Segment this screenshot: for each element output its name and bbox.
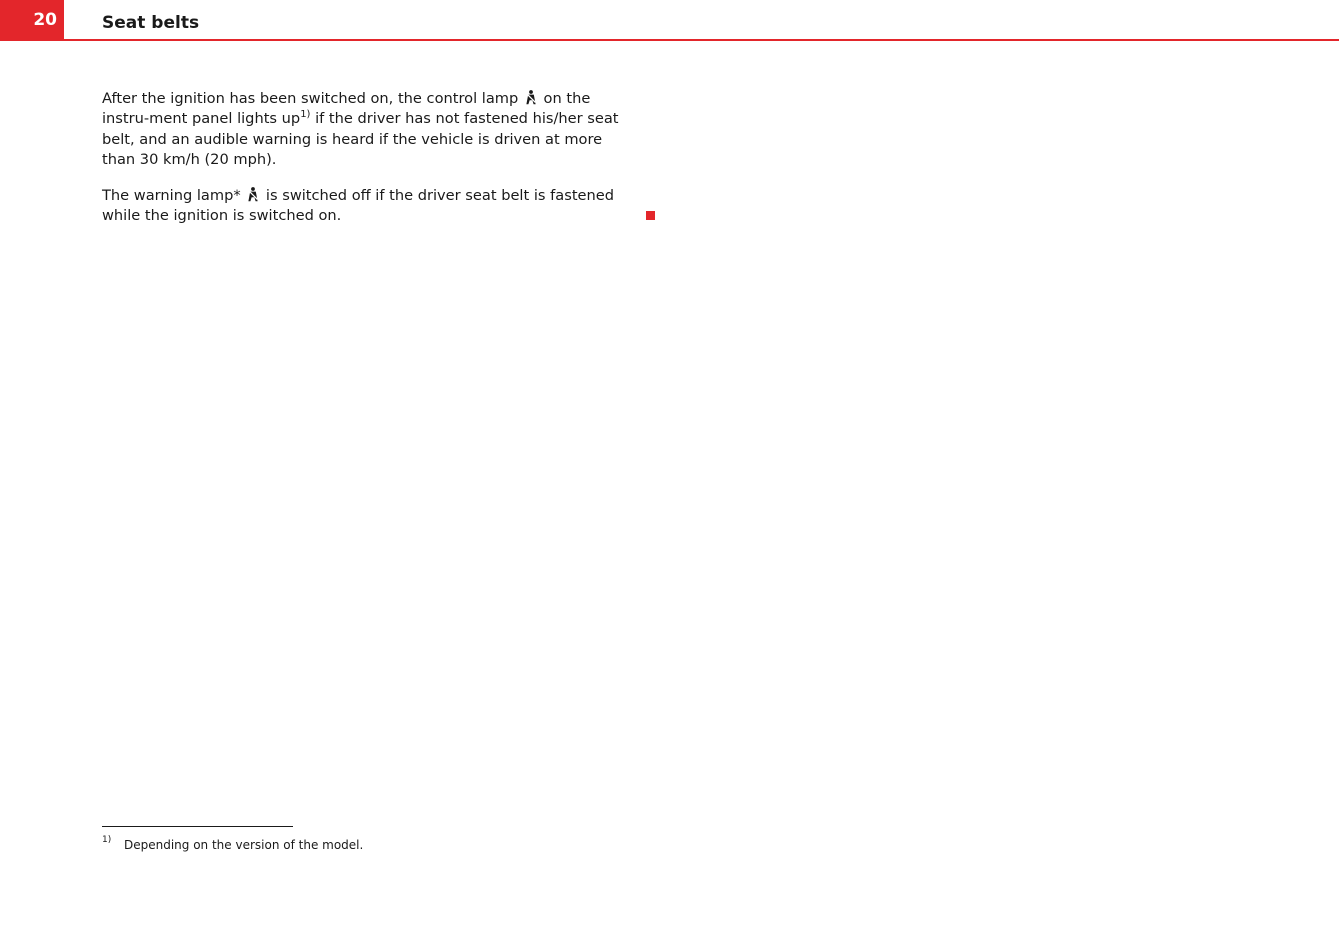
seat-belt-warning-icon: [525, 90, 537, 105]
paragraph-control-lamp: [102, 89, 637, 170]
footnote-reference[interactable]: 1): [300, 109, 311, 121]
page-number: 20: [0, 0, 64, 40]
header-rule: [0, 39, 1339, 41]
footnote-text: Depending on the version of the model.: [124, 838, 364, 852]
paragraph-warning-lamp: [102, 186, 637, 227]
footnote-divider: [102, 826, 293, 827]
section-title: Seat belts: [102, 13, 200, 33]
paragraph-2-text-a: The warning lamp*: [102, 187, 241, 204]
section-end-marker: [646, 211, 655, 220]
page-header: [0, 0, 1339, 41]
paragraph-1-text-a: After the ignition has been switched on, the control lamp: [102, 90, 519, 107]
paragraph-2-text-b: is switched off if the driver seat belt is fastened while the ignition is switched on.: [102, 187, 615, 225]
paragraph-1-text-c: if the driver has not fastened his/her seat belt, and an audible warning is heard if the vehicle is driven at more than 30 km/h (20 mph).: [102, 110, 619, 168]
seat-belt-warning-icon: [247, 187, 259, 202]
header-divider: [64, 0, 66, 40]
paragraph-1-text-b: on the instru-ment panel lights up: [102, 90, 591, 128]
footnote-marker: 1): [102, 835, 112, 845]
